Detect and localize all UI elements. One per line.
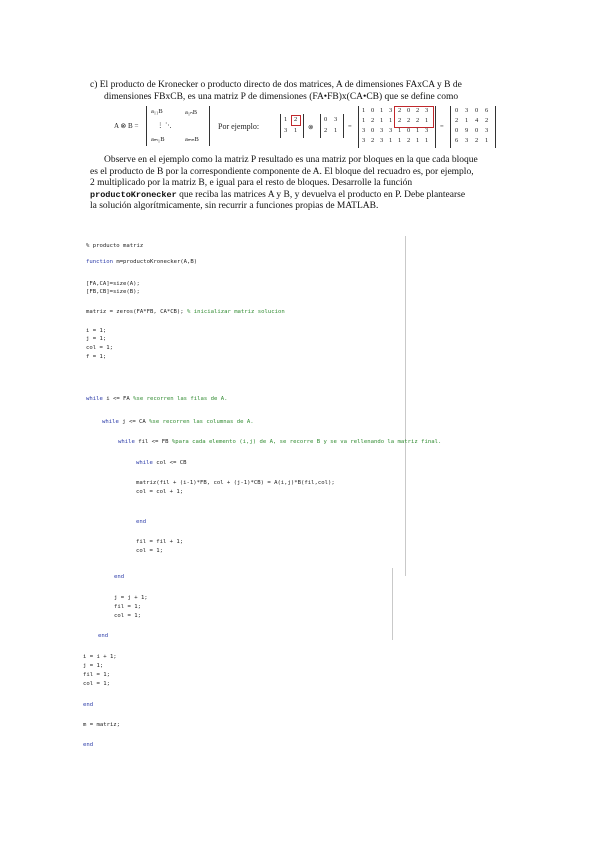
- kronecker-formula: [114, 106, 534, 150]
- block-matrix-cell: 3: [362, 127, 366, 134]
- code-line: matriz(fil + (i-1)*FB, col + (j-1)*CB) = A(i,j)*B(fil,col);: [136, 480, 335, 486]
- problem-line-7: la solución algorítmicamente, sin recurrir a funciones propias de MATLAB.: [90, 201, 379, 211]
- block-matrix-cell: 3: [362, 137, 366, 144]
- code-line: f = 1;: [86, 354, 107, 360]
- example-matrix-b: [320, 114, 344, 138]
- a-cell: 2: [294, 116, 298, 123]
- block-matrix-cell: 0: [371, 127, 375, 134]
- block-matrix-cell: 2: [398, 107, 402, 114]
- block-matrix-cell: 1: [398, 127, 402, 134]
- block-matrix-cell: 3: [380, 137, 384, 144]
- result-matrix-cell: 3: [485, 127, 489, 134]
- result-matrix-cell: 1: [485, 137, 489, 144]
- block-matrix-cell: 1: [416, 137, 420, 144]
- result-matrix-cell: 4: [475, 117, 479, 124]
- code-line: col = 1;: [83, 681, 110, 687]
- formula-a11: a₁₁B: [151, 108, 163, 115]
- editor-guide-line: [392, 568, 393, 640]
- result-matrix-cell: 2: [475, 137, 479, 144]
- block-matrix-cell: 0: [371, 107, 375, 114]
- code-line: m = matriz;: [83, 722, 121, 728]
- function-name: productoKronecker: [90, 189, 177, 200]
- code-line: col = 1;: [86, 345, 113, 351]
- block-matrix-cell: 2: [416, 107, 420, 114]
- example-block-matrix: [358, 106, 436, 148]
- code-end: end: [83, 702, 94, 708]
- result-matrix-cell: 2: [455, 117, 459, 124]
- b-cell: 3: [334, 116, 338, 123]
- block-matrix-cell: 1: [362, 107, 366, 114]
- block-matrix-cell: 3: [380, 127, 384, 134]
- formula-lhs: A ⊗ B =: [114, 122, 139, 130]
- formula-a1n: a₁ₙB: [185, 109, 198, 116]
- example-result-matrix: [450, 106, 496, 148]
- block-matrix-cell: 1: [362, 117, 366, 124]
- code-line: i = 1;: [86, 328, 107, 334]
- editor-guide-line: [405, 236, 406, 576]
- block-matrix-cell: 1: [425, 117, 429, 124]
- problem-statement-2: [90, 155, 530, 213]
- block-matrix-cell: 0: [407, 127, 411, 134]
- formula-block-matrix: [146, 106, 210, 146]
- code-line: fil = fil + 1;: [136, 539, 184, 545]
- code-function-line: function m=productoKronecker(A,B): [86, 259, 198, 265]
- example-matrix-a: [280, 114, 304, 138]
- otimes-symbol: ⊗: [308, 124, 314, 131]
- code-end: end: [136, 519, 147, 525]
- block-matrix-cell: 2: [407, 117, 411, 124]
- code-line: while fil <= FB %para cada elemento (i,j) de A, se recorre B y se va rellenando la matriz final.: [118, 439, 442, 445]
- equals-symbol: =: [348, 123, 352, 130]
- code-line: col = 1;: [114, 613, 141, 619]
- a-cell: 3: [284, 127, 288, 134]
- problem-line-1: c) El producto de Kronecker o producto directo de dos matrices, A de dimensiones FAxCA y B de: [90, 80, 462, 90]
- code-line: [FA,CA]=size(A);: [86, 281, 140, 287]
- b-cell: 0: [324, 116, 328, 123]
- block-matrix-cell: 1: [416, 127, 420, 134]
- equals-symbol-2: =: [440, 123, 444, 130]
- problem-line-3: Observe en el ejemplo como la matriz P resultado es una matriz por bloques en la que cada bloque: [104, 155, 478, 165]
- code-line: while i <= FA %se recorren las filas de A.: [86, 396, 228, 402]
- block-matrix-cell: 3: [389, 127, 393, 134]
- problem-line-2: dimensiones FBxCB, es una matriz P de dimensiones (FA•FB)x(CA•CB) que se define como: [104, 91, 459, 102]
- example-label: Por ejemplo:: [218, 122, 260, 131]
- code-line: j = 1;: [86, 336, 107, 342]
- problem-line-6: productoKronecker que reciba las matrices A y B, y devuelva el producto en P. Debe plantearse: [90, 189, 466, 200]
- block-matrix-cell: 1: [380, 117, 384, 124]
- result-matrix-cell: 0: [475, 107, 479, 114]
- block-matrix-cell: 1: [389, 117, 393, 124]
- result-matrix-cell: 1: [465, 117, 469, 124]
- problem-line-4: es el producto de B por la correspondiente componente de A. El bloque del recuadro es, por ejemplo,: [90, 166, 474, 177]
- code-line: i = i + 1;: [83, 654, 117, 660]
- b-cell: 2: [324, 127, 328, 134]
- code-line: col = 1;: [136, 548, 163, 554]
- result-matrix-cell: 9: [465, 127, 469, 134]
- formula-am1: aₘ₁B: [151, 136, 165, 143]
- problem-statement: [90, 80, 530, 103]
- result-matrix-cell: 2: [485, 117, 489, 124]
- block-matrix-cell: 2: [371, 137, 375, 144]
- code-line: j = j + 1;: [114, 595, 148, 601]
- result-matrix-cell: 6: [455, 137, 459, 144]
- a-cell: 1: [284, 116, 288, 123]
- formula-amn: aₘₙB: [185, 136, 199, 143]
- block-matrix-cell: 1: [425, 137, 429, 144]
- code-line: while j <= CA %se recorren las columnas de A.: [102, 419, 254, 425]
- result-matrix-cell: 0: [475, 127, 479, 134]
- a-cell: 1: [294, 127, 298, 134]
- block-matrix-cell: 3: [425, 107, 429, 114]
- result-matrix-cell: 0: [455, 127, 459, 134]
- code-line: fil = 1;: [114, 604, 141, 610]
- code-comment-header: % producto matriz: [86, 243, 144, 249]
- code-end: end: [98, 633, 109, 639]
- result-matrix-cell: 6: [485, 107, 489, 114]
- code-line: fil = 1;: [83, 672, 110, 678]
- code-line: while col <= CB: [136, 460, 187, 466]
- block-matrix-cell: 1: [389, 137, 393, 144]
- problem-line-5: 2 multiplicado por la matriz B, e igual para el resto de bloques. Desarrolle la función: [90, 178, 413, 188]
- formula-dots: ⋮ ⋱: [157, 122, 172, 129]
- code-end: end: [83, 742, 94, 748]
- result-matrix-cell: 3: [465, 107, 469, 114]
- block-matrix-cell: 0: [407, 107, 411, 114]
- result-matrix-cell: 0: [455, 107, 459, 114]
- block-matrix-cell: 2: [371, 117, 375, 124]
- block-matrix-cell: 1: [380, 107, 384, 114]
- block-matrix-cell: 1: [398, 137, 402, 144]
- block-matrix-cell: 2: [398, 117, 402, 124]
- block-matrix-cell: 3: [389, 107, 393, 114]
- code-line: col = col + 1;: [136, 489, 184, 495]
- block-matrix-cell: 2: [407, 137, 411, 144]
- result-matrix-cell: 3: [465, 137, 469, 144]
- code-line: matriz = zeros(FA*FB, CA*CB); % inicializar matriz solucion: [86, 309, 285, 315]
- code-line: j = 1;: [83, 663, 104, 669]
- block-matrix-cell: 2: [416, 117, 420, 124]
- block-matrix-cell: 3: [425, 127, 429, 134]
- code-line: [FB,CB]=size(B);: [86, 289, 140, 295]
- code-end: end: [114, 574, 125, 580]
- b-cell: 1: [334, 127, 338, 134]
- highlight-box-a: [291, 115, 301, 126]
